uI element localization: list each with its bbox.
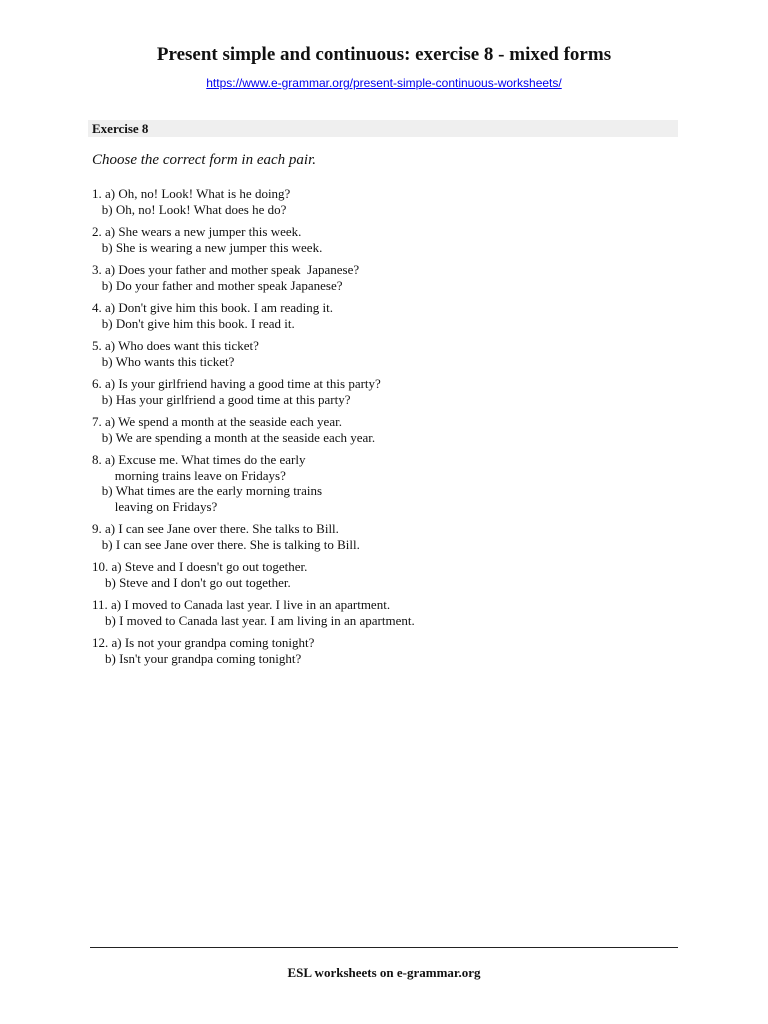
option-line [92,483,415,499]
item-number: 9. [92,521,102,536]
option-text: b) Oh, no! Look! What does he do? [101,201,287,217]
option-text: b) She is wearing a new jumper this week. [101,239,323,255]
option-line-first [92,224,415,240]
option-text: morning trains leave on Fridays? [101,467,286,483]
footer-text: ESL worksheets on e-grammar.org [287,965,481,980]
option-text: b) Steve and I don't go out together. [105,574,291,590]
option-text: b) Do your father and mother speak Japanese? [101,277,343,293]
exercise-item [92,224,415,255]
option-line [92,499,415,515]
option-line [92,537,415,553]
worksheet-link[interactable]: https://www.e-grammar.org/present-simple-continuous-worksheets/ [206,76,562,90]
option-line [92,240,415,256]
item-number: 6. [92,376,102,391]
exercise-item [92,452,415,514]
option-text: a) I can see Jane over there. She talks to Bill. [105,521,339,536]
option-line [92,575,415,591]
option-text: a) Excuse me. What times do the early [105,452,306,467]
option-text: b) I can see Jane over there. She is talking to Bill. [101,536,360,552]
item-number: 5. [92,338,102,353]
option-text: a) Is your girlfriend having a good time at this party? [105,376,381,391]
option-line-first [92,452,415,468]
option-line-first [92,186,415,202]
item-number: 1. [92,186,102,201]
exercise-header-bar [88,120,678,137]
option-line-first [92,414,415,430]
option-text: b) Don't give him this book. I read it. [101,315,295,331]
exercise-label: Exercise 8 [92,121,149,136]
worksheet-url [0,76,768,90]
exercise-list [92,186,415,673]
option-line-first [92,559,415,575]
option-line [92,430,415,446]
option-text: a) She wears a new jumper this week. [105,224,302,239]
option-line [92,354,415,370]
option-line-first [92,300,415,316]
item-number: 2. [92,224,102,239]
exercise-item [92,376,415,407]
option-text: a) Don't give him this book. I am reading it. [105,300,333,315]
item-number: 4. [92,300,102,315]
exercise-item [92,262,415,293]
option-line-first [92,338,415,354]
item-number: 10. [92,559,109,574]
option-line-first [92,376,415,392]
instruction: Choose the correct form in each pair. [92,152,316,168]
option-line [92,392,415,408]
exercise-item [92,414,415,445]
item-number: 12. [92,635,109,650]
option-text: b) What times are the early morning trains [101,483,323,498]
option-text: b) We are spending a month at the seaside each year. [101,429,376,445]
option-text: leaving on Fridays? [101,498,218,514]
option-line-first [92,262,415,278]
option-text: a) I moved to Canada last year. I live in an apartment. [111,597,391,612]
exercise-item [92,635,415,666]
option-line [92,278,415,294]
exercise-item [92,597,415,628]
exercise-item [92,521,415,552]
option-line [92,613,415,629]
footer-divider [90,947,678,948]
page-title: Present simple and continuous: exercise 8 - mixed forms [156,44,612,65]
option-line-first [92,635,415,651]
option-text: b) Who wants this ticket? [101,353,235,369]
option-text: a) Oh, no! Look! What is he doing? [105,186,291,201]
option-line-first [92,597,415,613]
exercise-item [92,559,415,590]
option-text: b) I moved to Canada last year. I am living in an apartment. [105,612,415,628]
option-text: b) Has your girlfriend a good time at this party? [101,391,351,407]
item-number: 3. [92,262,102,277]
option-line [92,202,415,218]
option-text: b) Isn't your grandpa coming tonight? [105,650,302,666]
item-number: 8. [92,452,102,467]
option-text: a) Who does want this ticket? [105,338,259,353]
option-line [92,651,415,667]
option-text: a) Is not your grandpa coming tonight? [111,635,315,650]
item-number: 11. [92,597,108,612]
exercise-item [92,338,415,369]
item-number: 7. [92,414,102,429]
option-line [92,468,415,484]
exercise-item [92,186,415,217]
exercise-item [92,300,415,331]
option-line-first [92,521,415,537]
option-text: a) We spend a month at the seaside each year. [105,414,342,429]
option-text: a) Does your father and mother speak Japanese? [105,262,360,277]
option-line [92,316,415,332]
option-text: a) Steve and I doesn't go out together. [111,559,308,574]
